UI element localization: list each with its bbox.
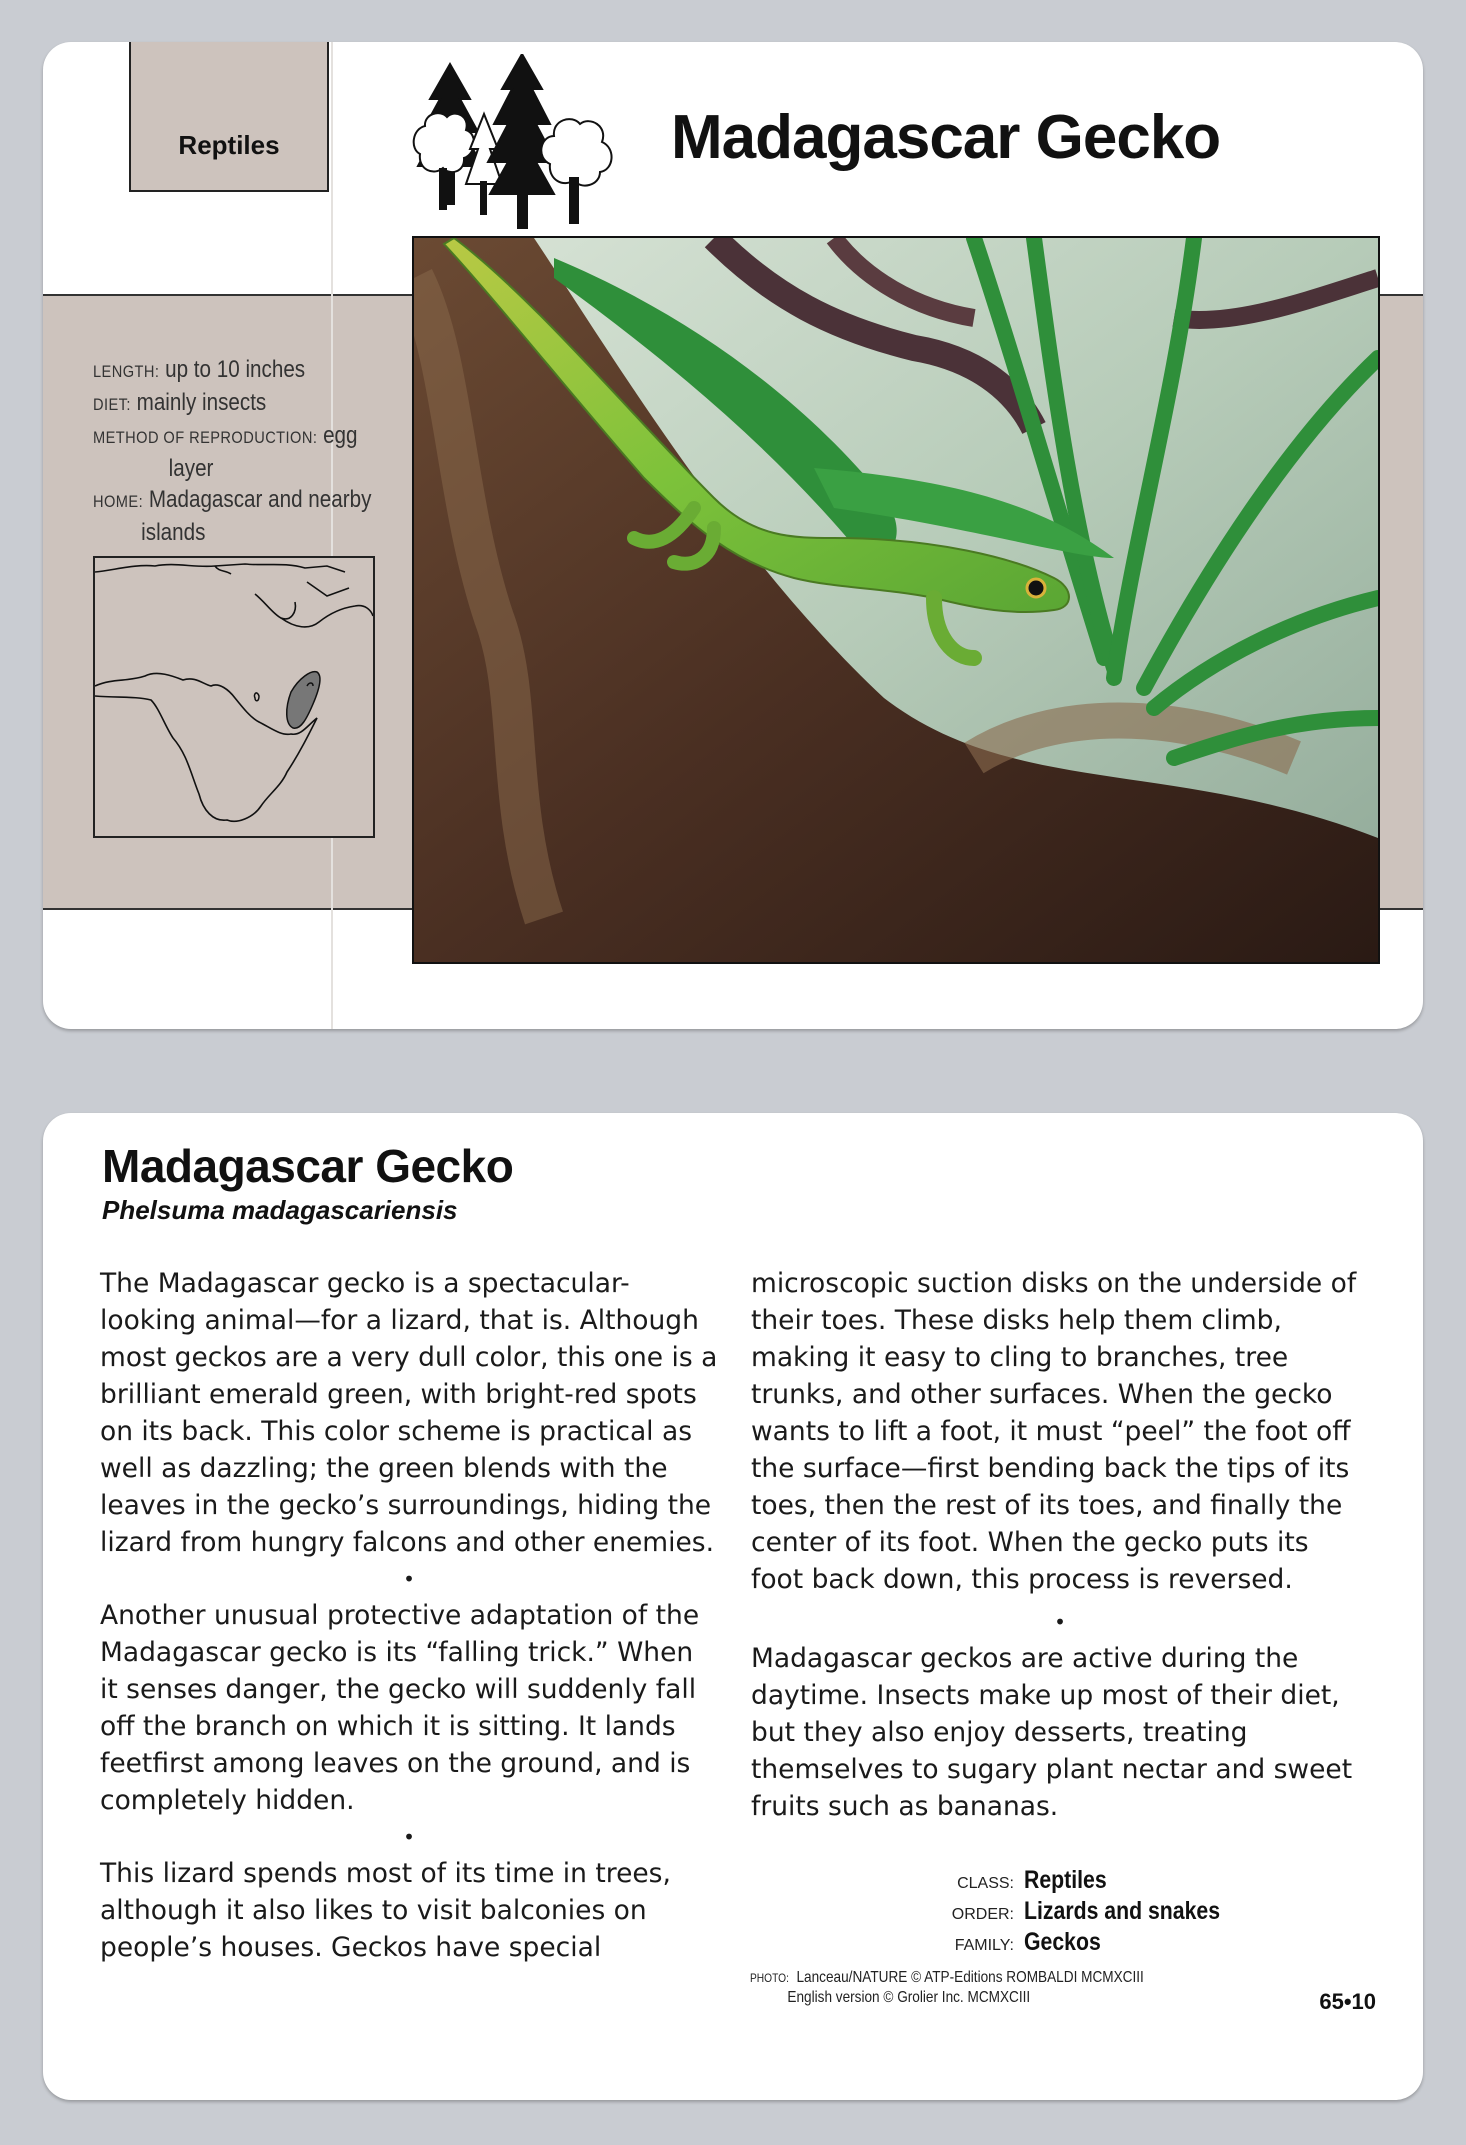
taxonomy-class: CLASS: Reptiles [957,1866,1107,1894]
facts-list [93,354,377,548]
forest-habitat-icon [410,54,620,229]
gecko-image [414,238,1378,962]
scientific-name: Phelsuma madagascariensis [102,1195,458,1225]
taxonomy-order: ORDER: Lizards and snakes [951,1897,1221,1925]
bullet-separator: • [1054,1610,1066,1634]
front-title: Madagascar Gecko [671,103,1221,172]
photo-credits: PHOTO: Lanceau/NATURE © ATP-Editions ROMBALDI MCMXCIII English version © Grolier Inc. MCMXCIII [750,1969,1144,2006]
card-front [43,42,1423,1029]
africa-map-icon [95,558,373,836]
text-column-left [100,1265,718,1966]
category-box [129,42,329,192]
card-number: 65•10 [1319,1989,1376,2014]
bullet-separator: • [403,1567,415,1591]
range-map [93,556,375,838]
paragraph: The Madagascar gecko is a spectacular-looking animal—for a lizard, that is. Although most geckos are a very dull color, this one is a brilliant emerald green, with bright-red spots on its back. This color scheme is practical as well as dazzling; the green blends with the leaves in the gecko’s surroundings, hiding the lizard from hungry falcons and other enemies. [100,1268,718,1558]
bullet-separator: • [403,1825,415,1849]
back-title: Madagascar Gecko [102,1140,514,1192]
fact-reproduction: METHOD OF REPRODUCTION: egg layer [93,422,358,482]
text-column-right [751,1265,1369,1825]
paragraph: Another unusual protective adaptation of the Madagascar gecko is its “falling trick.” When it senses danger, the gecko will suddenly fall off the branch on which it is sitting. It lands feetfirst among leaves on the ground, and is completely hidden. [100,1600,700,1816]
paragraph: Madagascar geckos are active during the daytime. Insects make up most of their diet, but they also enjoy desserts, treating themselves to sugary plant nectar and sweet fruits such as bananas. [751,1643,1353,1822]
taxonomy-block [938,1866,1255,1959]
taxonomy-family: FAMILY: Geckos [954,1928,1101,1956]
fact-diet: DIET: mainly insects [93,389,267,416]
fact-home: HOME: Madagascar and nearby islands [93,486,372,546]
category-label: Reptiles [178,130,280,160]
card-back [43,1113,1423,2100]
paragraph: This lizard spends most of its time in trees, although it also likes to visit balconies on people’s houses. Geckos have special [100,1858,671,1963]
gecko-photo [412,236,1380,964]
paragraph: microscopic suction disks on the underside of their toes. These disks help them climb, making it easy to cling to branches, tree trunks, and other surfaces. When the gecko wants to lift a foot, it must “peel” the foot off the surface—first bending back the tips of its toes, then the rest of its toes, and finally the center of its foot. When the gecko puts its foot back down, this process is reversed. [751,1268,1357,1595]
fact-length: LENGTH: up to 10 inches [93,356,306,383]
